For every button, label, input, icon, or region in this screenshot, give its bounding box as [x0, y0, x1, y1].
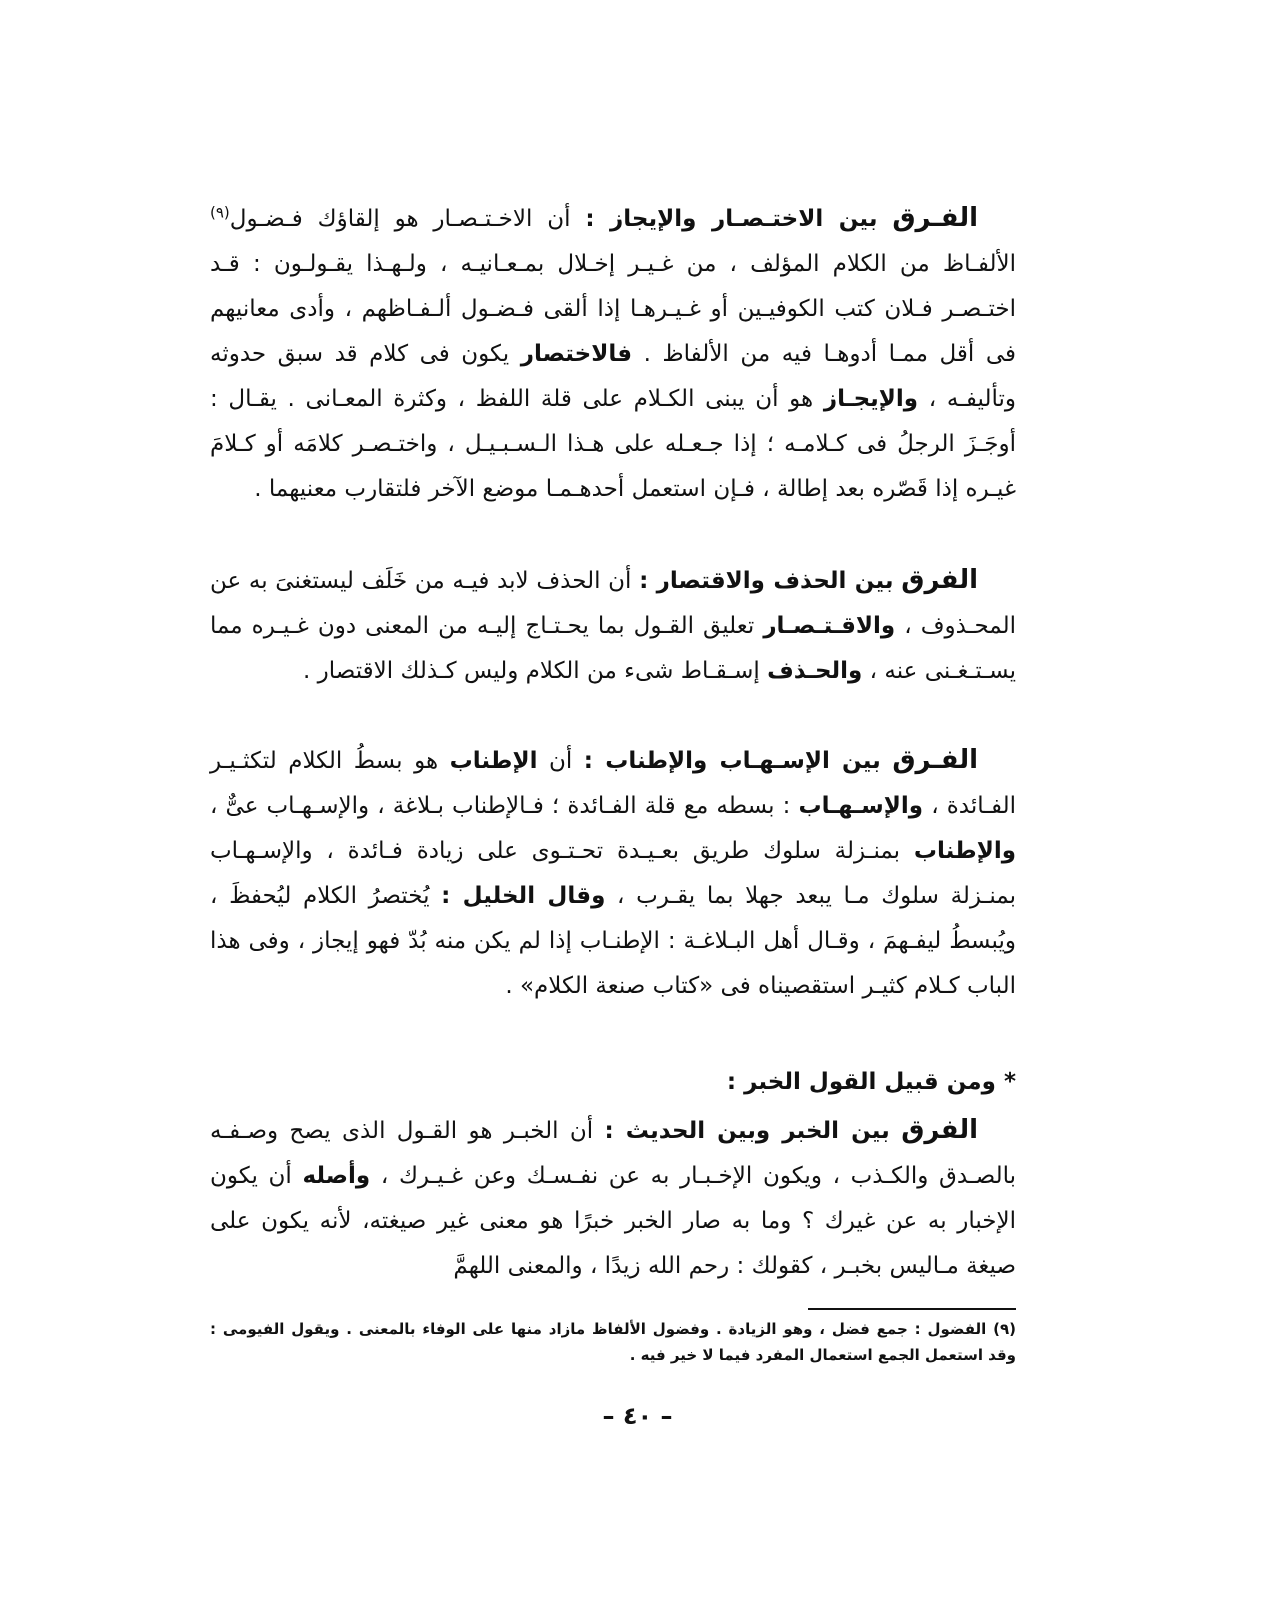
paragraph-text: أن الحذف لابد فيـه من خَلَف ليستغنىَ به عن المحـذوف ،: [210, 568, 1016, 639]
section-heading-khabar: [210, 1060, 1016, 1105]
footnote-reference: (٩): [210, 203, 230, 222]
section-heading: * ومن قبيل القول الخبر :: [726, 1069, 1016, 1095]
paragraph-text: يُختصرُ الكلام ليُحفظَ ، ويُبسطُ ليفـهمَ ، وقـال أهل البـلاغـة : الإطنـاب إذا لم يكن منه بُدّ فهو إيجاز ، وفى هذا الباب كـلام كثيـر استقصيناه فى «كتاب صنعة الكلام» .: [210, 883, 1016, 999]
keyword: والإسـهـاب: [798, 793, 924, 819]
paragraph-text: : بسطه مع قلة الفـائدة ؛ فـالإطناب بـلاغة ، والإسـهـاب عىٌّ ،: [210, 793, 791, 819]
paragraph-text: أن يكون الإخبار به عن غيرك ؟ وما به صار الخبر خبرًا هو معنى غير صيغته، لأنه يكون على صيغة مـاليس بخبـر ، كقولك : رحم الله زيدًا ، والمعنى اللهمَّ: [210, 1163, 1016, 1279]
paragraph-lead-title: بين الحذف والاقتصار :: [639, 568, 894, 594]
keyword: الإطناب: [449, 748, 538, 774]
keyword: والحـذف: [767, 658, 863, 684]
paragraph-hadhf-iqtisar: [210, 558, 1016, 694]
paragraph-text: هو أن يبنى الكـلام على قلة اللفظ ، وكثرة المعـانى . يقـال : أوجَـزَ الرجلُ فى كـلامـه ؛ إذا جـعـله على هـذا الـسـبـيـل ، واختـصـر كلامَه أو كـلامَ غيـره إذا قَصّره بعد إطالة ، فـإن استعمل أحدهـمـا موضع الآخر فلتقارب معنيهما .: [210, 386, 1016, 502]
footnote-text: (٩) الفضول : جمع فضل ، وهو الزيادة . وفضول الألفاظ مازاد منها على الوفاء بالمعنى . ويقول الفيومى : وقد استعمل الجمع استعمال المفرد فيما لا خير فيه .: [210, 1320, 1016, 1364]
footnote: [210, 1316, 1016, 1368]
paragraph-text: تعليق القـول بما يحـتـاج إليـه من المعنى دون غـيـره مما يسـتـغـنى عنه ،: [210, 613, 1016, 684]
paragraph-lead-word: الفـرق: [892, 745, 979, 775]
paragraph-lead-title: بين الاختـصـار والإيجاز :: [585, 206, 878, 232]
keyword: والاقـتـصـار: [763, 613, 896, 639]
paragraph-text: بمنـزلة سلوك طريق بعـيـدة تحـتـوى على زيادة فـائدة ، والإسـهـاب بمنـزلة سلوك مـا يبعد جهلا بما يقـرب ،: [210, 838, 1016, 909]
keyword: والإطناب: [913, 838, 1016, 864]
paragraph-text: الألفـاظ من الكلام المؤلف ، من غـيـر إخـلال بمـعـانيـه ، ولـهـذا يقـولـون : قـد اختـصـر فـلان كتب الكوفيـين أو غـيـرهـا إذا ألقى فـضـول ألـفـاظهم ، وأدى معانيهم فى أقل ممـا أدوهـا فيه من الألفاظ .: [210, 251, 1017, 367]
paragraph-text: أن الخبـر هو القـول الذى يصح وصـفـه بالصـدق والكـذب ، ويكون الإخـبـار به عن نفـسـك وعن غـيـرك ،: [210, 1118, 1016, 1189]
paragraph-text: هو بسطُ الكلام لتكثـيـر الفـائدة ،: [210, 748, 1017, 819]
paragraph-lead-title: بين الخبر وبين الحديث :: [604, 1118, 890, 1144]
paragraph-lead-word: الفرق: [901, 1115, 978, 1145]
paragraph-lead-word: الفرق: [901, 565, 979, 595]
paragraph-khabar-hadith: [210, 1108, 1016, 1289]
paragraph-lead-title: بين الإسـهـاب والإطناب :: [583, 748, 881, 774]
footnote-divider: [808, 1308, 1016, 1310]
paragraph-text: أن: [548, 748, 573, 774]
paragraph-ikhtisar-ijaz: [210, 196, 1016, 512]
paragraph-ishab-itnab: [210, 738, 1016, 1009]
keyword: وأصله: [302, 1163, 371, 1189]
keyword: والإيجـاز: [823, 386, 919, 412]
keyword: فالاختصار: [520, 341, 633, 367]
paragraph-text: إسـقـاط شىء من الكلام وليس كـذلك الاقتصار .: [303, 658, 760, 684]
keyword: وقال الخليل :: [441, 883, 606, 909]
paragraph-lead-word: الفـرق: [892, 203, 979, 233]
page-number: – ٤٠ –: [602, 1402, 673, 1430]
paragraph-text: يكون فى كلام قد سبق حدوثه وتأليفـه ،: [210, 341, 1016, 412]
paragraph-text: أن الاخـتـصـار هو إلقاؤك فـضـول: [229, 206, 571, 232]
